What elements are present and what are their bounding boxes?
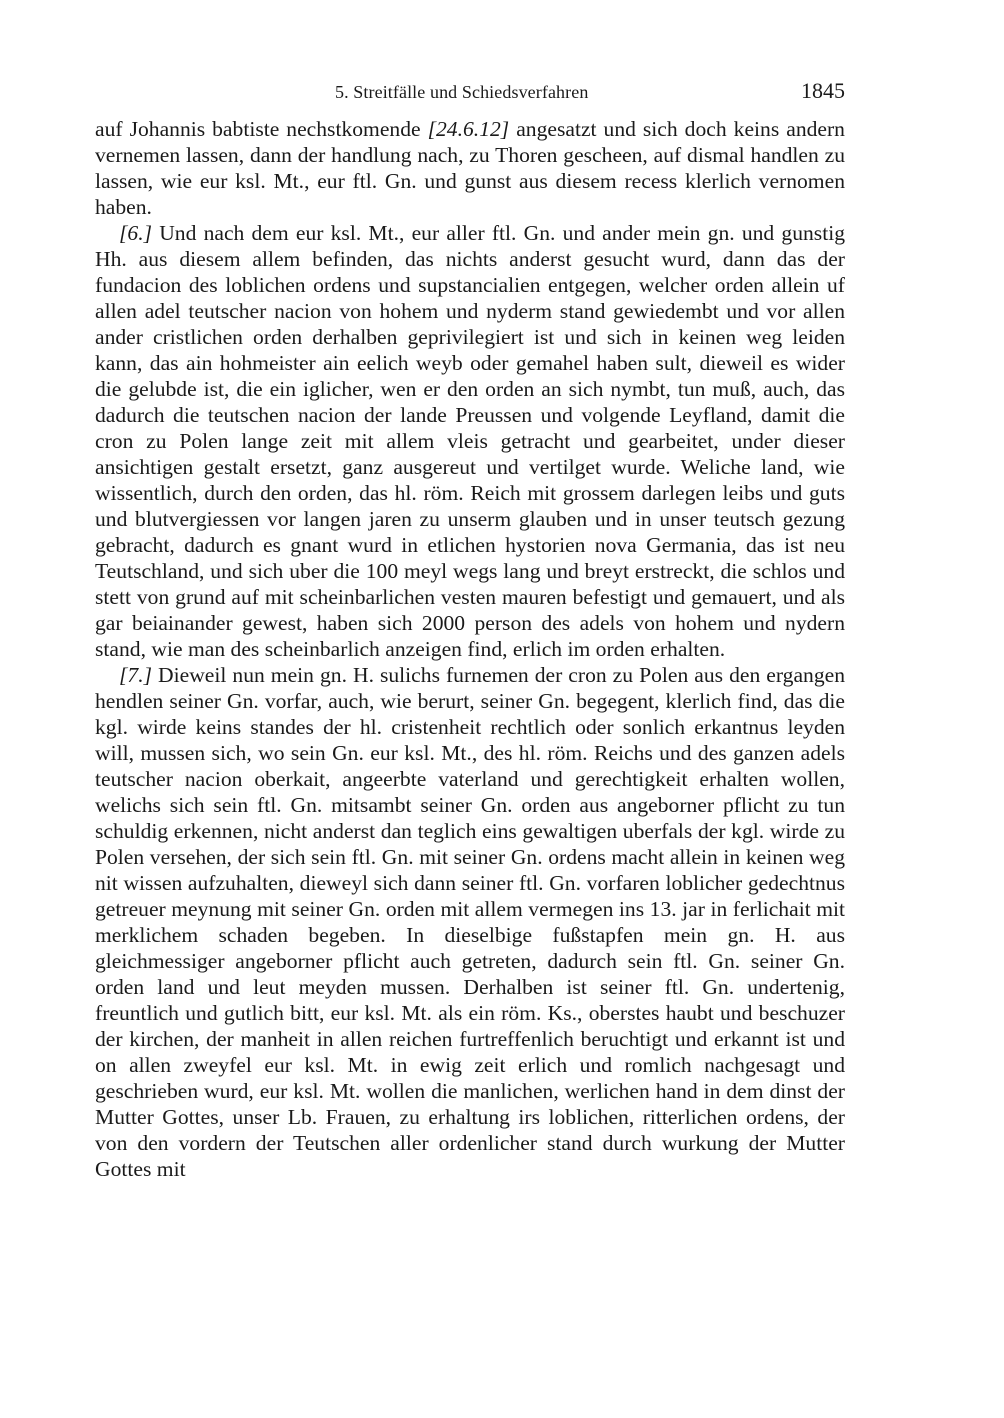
running-head-title: 5. Streitfälle und Schiedsverfahren <box>335 82 589 102</box>
paragraph-1 <box>95 116 845 220</box>
running-head <box>95 78 845 108</box>
text-run: Dieweil nun mein gn. H. sulichs furnemen der cron zu Polen aus den ergangen hendlen seiner Gn. vorfar, auch, wie berurt, seiner Gn. begegent, klerlich find, das die kgl. wirde keins standes der hl. cristenheit rechtlich oder sonlich erkantnus leyden will, mussen sich, wo sein Gn. eur ksl. Mt., des hl. röm. Reichs und des ganzen adels teutscher nacion oberkait, angeerbte vaterland und gerechtigkeit erhalten wollen, welichs sich sein ftl. Gn. mitsambt seiner Gn. orden aus angeborner pflicht zu tun schuldig erkennen, nicht anderst dan teglich eins gewaltigen uberfals der kgl. wirde zu Polen versehen, der sich sein ftl. Gn. mit seiner Gn. ordens macht allein in keinen weg nit wissen aufzuhalten, dieweyl sich dann seiner ftl. Gn. vorfaren loblicher gedechtnus getreuer meynung mit seiner Gn. orden mit allem vermegen ins 13. jar in ferlichait mit merklichem schaden begeben. In dieselbige fußstapfen mein gn. H. aus gleichmessiger angeborner pflicht auch getreten, dadurch sein ftl. Gn. seiner Gn. orden land und leut meyden mussen. Derhalben ist seiner ftl. Gn. undertenig, freuntlich und gutlich bitt, eur ksl. Mt. als ein röm. Ks., oberstes haubt und beschuzer der kirchen, der manheit in allen reichen furtreffenlich beruchtigt und erkannt ist und on allen zweyfel eur ksl. Mt. in ewig zeit erlich und romlich nachgesagt und geschrieben wurd, eur ksl. Mt. wollen die manlichen, werlichen hand in dem dinst der Mutter Gottes, unser Lb. Frauen, zu erhaltung irs loblichen, ritterlichen ordens, der von den vordern der Teutschen aller ordenlicher stand durch wurkung der Mutter Gottes mit <box>95 663 845 1181</box>
paragraph-marker: [7.] <box>119 663 153 687</box>
text-run: Und nach dem eur ksl. Mt., eur aller ftl. Gn. und ander mein gn. und gunstig Hh. aus diesem allem befinden, das nichts anderst gesucht wurd, dann das der fundacion des loblichen ordens und supstancialien entgegen, welcher orden allein uf allen adel teutscher nacion von hohem und nyderm stand gewiedembt und vor allen ander cristlichen orden derhalben geprivilegiert ist und sich in keinen weg leiden kann, das ain hohmeister ain eelich weyb oder gemahel haben sult, dieweil es wider die gelubde ist, die ein iglicher, wen er den orden an sich nymbt, tun muß, auch, das dadurch die teutschen nacion der lande Preussen und volgende Leyfland, damit die cron zu Polen lange zeit mit allem vleis getracht und gearbeitet, under dieser ansichtigen gestalt ersetzt, ganz ausgereut und vertilget wurde. Weliche land, wie wissentlich, durch den orden, das hl. röm. Reich mit grossem darlegen leibs und guts und blutvergiessen vor langen jaren zu unserm glauben und in unser teutsch gezung gebracht, dadurch es gnant wurd in etlichen hystorien nova Germania, das ist neu Teutschland, und sich uber die 100 meyl wegs lang und breyt erstreckt, die schlos und stett von grund auf mit scheinbarlichen vesten mauren befestigt und gemauert, und als gar beiainander gewest, haben sich 2000 person des adels von hohem und nydern stand, wie man des scheinbarlich anzeigen find, erlich im orden erhalten. <box>95 221 845 661</box>
text-run: auf Johannis babtiste nechstkomende <box>95 117 428 141</box>
body-text <box>95 116 845 1182</box>
paragraph-6 <box>95 220 845 662</box>
date-annotation: [24.6.12] <box>427 117 510 141</box>
page-number: 1845 <box>801 78 845 103</box>
paragraph-7 <box>95 662 845 1182</box>
text-run: angesatzt und sich doch keins andern vernemen lassen, dann der handlung nach, zu Thoren gescheen, auf dismal handlen zu lassen, wie eur ksl. Mt., eur ftl. Gn. und gunst aus diesem recess klerlich vernomen haben. <box>95 117 845 219</box>
document-page <box>95 78 845 1182</box>
paragraph-marker: [6.] <box>119 221 153 245</box>
